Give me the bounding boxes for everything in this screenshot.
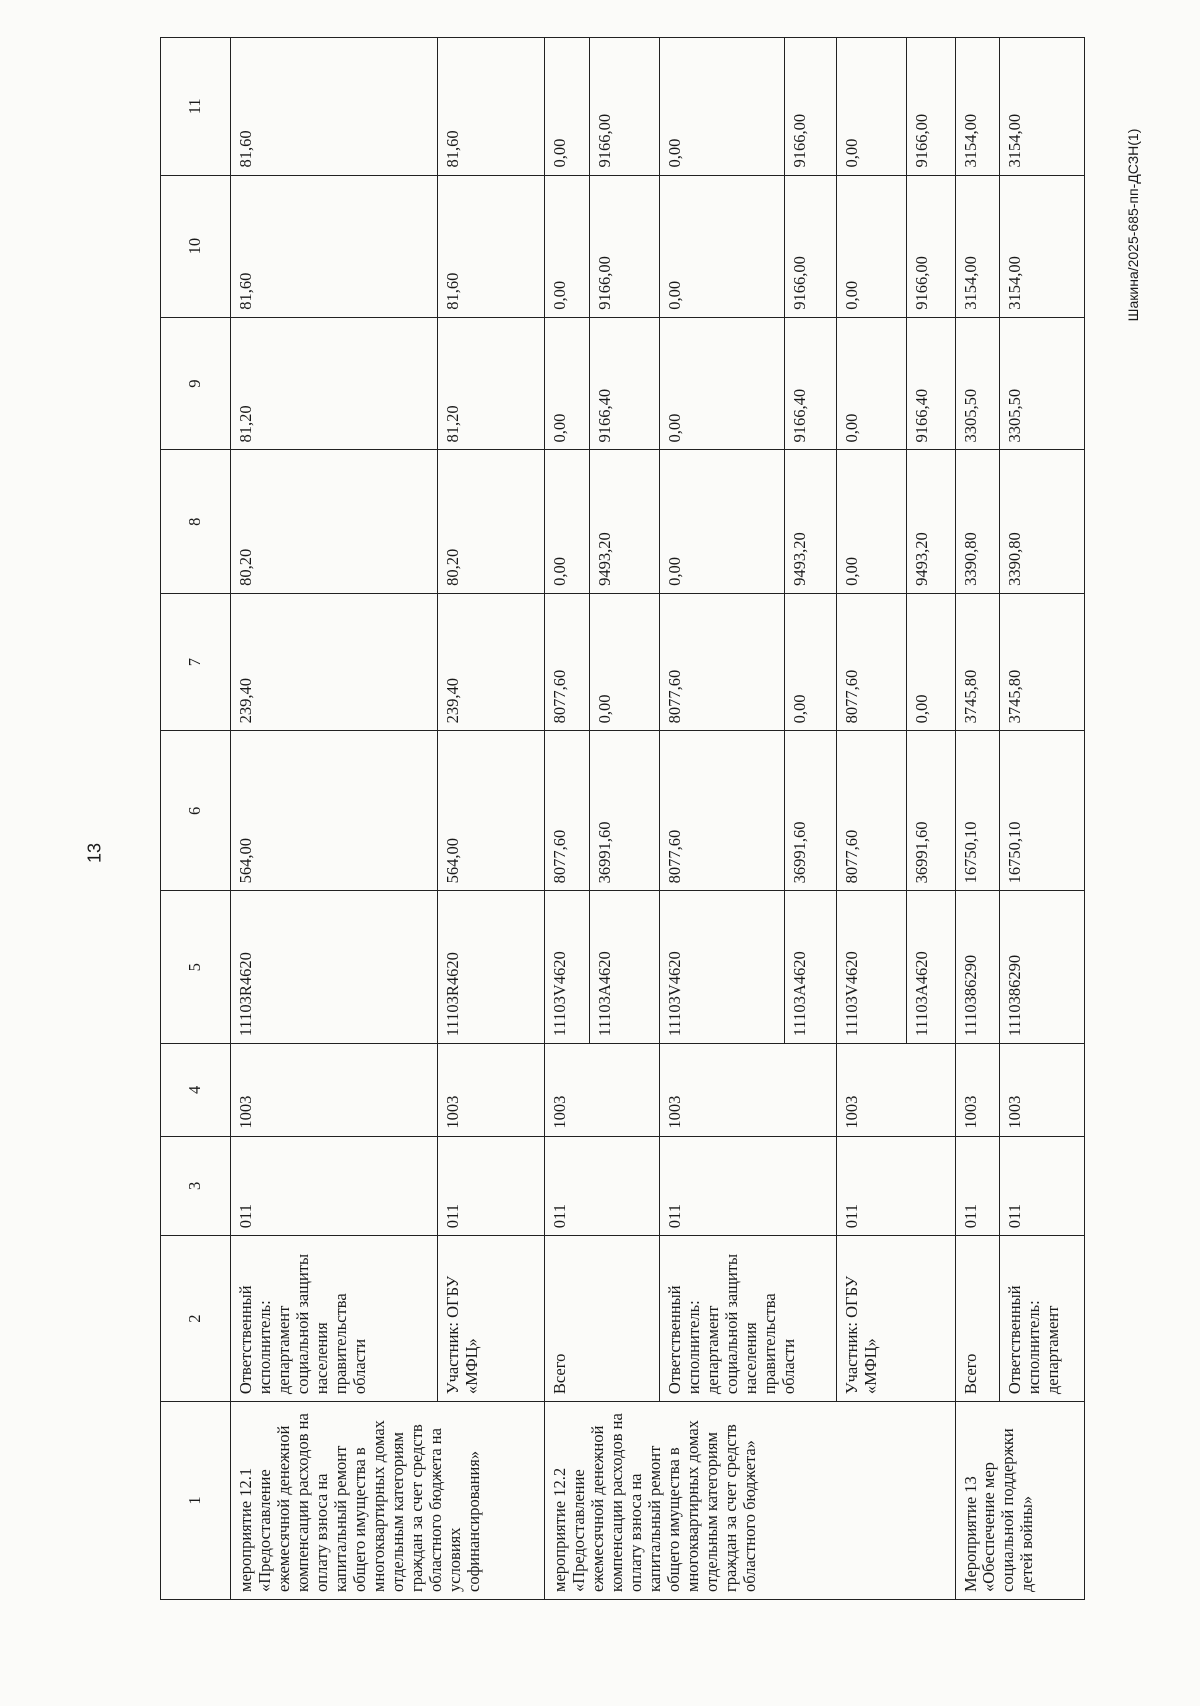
value-cell-c9: 0,00 (836, 317, 906, 450)
value-cell-c8: 80,20 (437, 450, 545, 593)
code-cell-c3: 011 (231, 1136, 438, 1236)
header-cell: 2 (161, 1236, 231, 1402)
value-cell-c11: 9166,00 (590, 38, 660, 176)
value-cell-c7: 8077,60 (545, 593, 590, 730)
header-cell: 4 (161, 1044, 231, 1136)
page-number: 13 (84, 842, 105, 864)
budget-table (160, 37, 1085, 1600)
value-cell-c5: 11103V4620 (836, 891, 906, 1044)
value-cell-c8: 9493,20 (590, 450, 660, 593)
value-cell-c6: 36991,60 (907, 731, 955, 891)
value-cell-c11: 0,00 (836, 38, 906, 176)
value-cell-c10: 9166,00 (907, 175, 955, 317)
value-cell-c8: 9493,20 (785, 450, 837, 593)
value-cell-c9: 81,20 (231, 317, 438, 450)
value-cell-c6: 8077,60 (836, 731, 906, 891)
header-cell: 3 (161, 1136, 231, 1236)
value-cell-c11: 9166,00 (907, 38, 955, 176)
header-cell: 9 (161, 317, 231, 450)
role-cell: Ответственный исполнитель: департамент (1000, 1236, 1085, 1402)
value-cell-c11: 3154,00 (1000, 38, 1085, 176)
value-cell-c8: 3390,80 (1000, 450, 1085, 593)
value-cell-c7: 3745,80 (955, 593, 1000, 730)
value-cell-c6: 8077,60 (660, 731, 785, 891)
value-cell-c5: 11103V4620 (545, 891, 590, 1044)
code-cell-c3: 011 (545, 1136, 660, 1236)
value-cell-c11: 81,60 (437, 38, 545, 176)
document-code: Шакина/2025-685-пп-ДСЗН(1) (1125, 128, 1141, 322)
value-cell-c10: 9166,00 (590, 175, 660, 317)
value-cell-c5: 1110386290 (1000, 891, 1085, 1044)
value-cell-c11: 81,60 (231, 38, 438, 176)
header-cell: 5 (161, 891, 231, 1044)
value-cell-c8: 3390,80 (955, 450, 1000, 593)
role-cell: Всего (545, 1236, 660, 1402)
value-cell-c7: 239,40 (437, 593, 545, 730)
rotated-table-container (160, 37, 1085, 1600)
value-cell-c5: 11103A4620 (590, 891, 660, 1044)
value-cell-c9: 0,00 (660, 317, 785, 450)
table-row (231, 38, 438, 1600)
value-cell-c9: 9166,40 (590, 317, 660, 450)
value-cell-c10: 0,00 (660, 175, 785, 317)
code-cell-c3: 011 (1000, 1136, 1085, 1236)
role-cell: Всего (955, 1236, 1000, 1402)
header-cell: 1 (161, 1402, 231, 1600)
table-row (1000, 38, 1085, 1600)
value-cell-c6: 36991,60 (785, 731, 837, 891)
value-cell-c5: 11103V4620 (660, 891, 785, 1044)
value-cell-c10: 81,60 (231, 175, 438, 317)
value-cell-c11: 3154,00 (955, 38, 1000, 176)
value-cell-c11: 0,00 (545, 38, 590, 176)
value-cell-c10: 3154,00 (1000, 175, 1085, 317)
table-row (660, 38, 785, 1600)
code-cell-c4: 1003 (955, 1044, 1000, 1136)
code-cell-c4: 1003 (660, 1044, 836, 1136)
role-cell: Ответственный исполнитель: департамент социальной защиты населения правительства области (231, 1236, 438, 1402)
value-cell-c7: 3745,80 (1000, 593, 1085, 730)
table-row (955, 38, 1000, 1600)
value-cell-c6: 16750,10 (1000, 731, 1085, 891)
activity-cell: мероприятие 12.1 «Предоставление ежемесячной денежной компенсации расходов на оплату взноса на капитальный ремонт общего имущества в многоквартирных домах отдельным категориям граждан за счет средств областного бюджета на условиях софинансирования» (231, 1402, 545, 1600)
code-cell-c4: 1003 (231, 1044, 438, 1136)
header-cell: 6 (161, 731, 231, 891)
code-cell-c3: 011 (660, 1136, 836, 1236)
value-cell-c10: 0,00 (545, 175, 590, 317)
value-cell-c8: 80,20 (231, 450, 438, 593)
value-cell-c7: 0,00 (590, 593, 660, 730)
value-cell-c11: 0,00 (660, 38, 785, 176)
table-row (437, 38, 545, 1600)
role-cell: Участник: ОГБУ «МФЦ» (437, 1236, 545, 1402)
code-cell-c4: 1003 (836, 1044, 955, 1136)
value-cell-c11: 9166,00 (785, 38, 837, 176)
value-cell-c9: 81,20 (437, 317, 545, 450)
code-cell-c4: 1003 (1000, 1044, 1085, 1136)
value-cell-c7: 239,40 (231, 593, 438, 730)
value-cell-c7: 8077,60 (660, 593, 785, 730)
header-cell: 8 (161, 450, 231, 593)
value-cell-c9: 9166,40 (785, 317, 837, 450)
code-cell-c4: 1003 (437, 1044, 545, 1136)
value-cell-c5: 1110386290 (955, 891, 1000, 1044)
value-cell-c5: 11103R4620 (231, 891, 438, 1044)
value-cell-c6: 8077,60 (545, 731, 590, 891)
value-cell-c9: 0,00 (545, 317, 590, 450)
value-cell-c8: 0,00 (660, 450, 785, 593)
value-cell-c10: 81,60 (437, 175, 545, 317)
value-cell-c7: 0,00 (907, 593, 955, 730)
value-cell-c7: 8077,60 (836, 593, 906, 730)
role-cell: Ответственный исполнитель: департамент социальной защиты населения правительства области (660, 1236, 836, 1402)
value-cell-c10: 3154,00 (955, 175, 1000, 317)
table-row (836, 38, 906, 1600)
header-cell: 11 (161, 38, 231, 176)
activity-cell: Мероприятие 13 «Обеспечение мер социальной поддержки детей войны» (955, 1402, 1085, 1600)
code-cell-c3: 011 (955, 1136, 1000, 1236)
code-cell-c3: 011 (437, 1136, 545, 1236)
header-row (161, 38, 231, 1600)
value-cell-c8: 0,00 (545, 450, 590, 593)
value-cell-c9: 9166,40 (907, 317, 955, 450)
code-cell-c3: 011 (836, 1136, 955, 1236)
value-cell-c10: 0,00 (836, 175, 906, 317)
table-sheet (160, 37, 1085, 1600)
value-cell-c6: 564,00 (231, 731, 438, 891)
value-cell-c5: 11103R4620 (437, 891, 545, 1044)
value-cell-c8: 0,00 (836, 450, 906, 593)
value-cell-c8: 9493,20 (907, 450, 955, 593)
role-cell: Участник: ОГБУ «МФЦ» (836, 1236, 955, 1402)
value-cell-c5: 11103A4620 (907, 891, 955, 1044)
value-cell-c6: 564,00 (437, 731, 545, 891)
value-cell-c9: 3305,50 (1000, 317, 1085, 450)
value-cell-c9: 3305,50 (955, 317, 1000, 450)
value-cell-c5: 11103A4620 (785, 891, 837, 1044)
value-cell-c10: 9166,00 (785, 175, 837, 317)
header-cell: 10 (161, 175, 231, 317)
table-row (545, 38, 590, 1600)
value-cell-c6: 36991,60 (590, 731, 660, 891)
header-cell: 7 (161, 593, 231, 730)
value-cell-c6: 16750,10 (955, 731, 1000, 891)
value-cell-c7: 0,00 (785, 593, 837, 730)
code-cell-c4: 1003 (545, 1044, 660, 1136)
activity-cell: мероприятие 12.2 «Предоставление ежемесячной денежной компенсации расходов на оплату взноса на капитальный ремонт общего имущества в многоквартирных домах отдельным категориям граждан за счет средств областного бюджета» (545, 1402, 955, 1600)
